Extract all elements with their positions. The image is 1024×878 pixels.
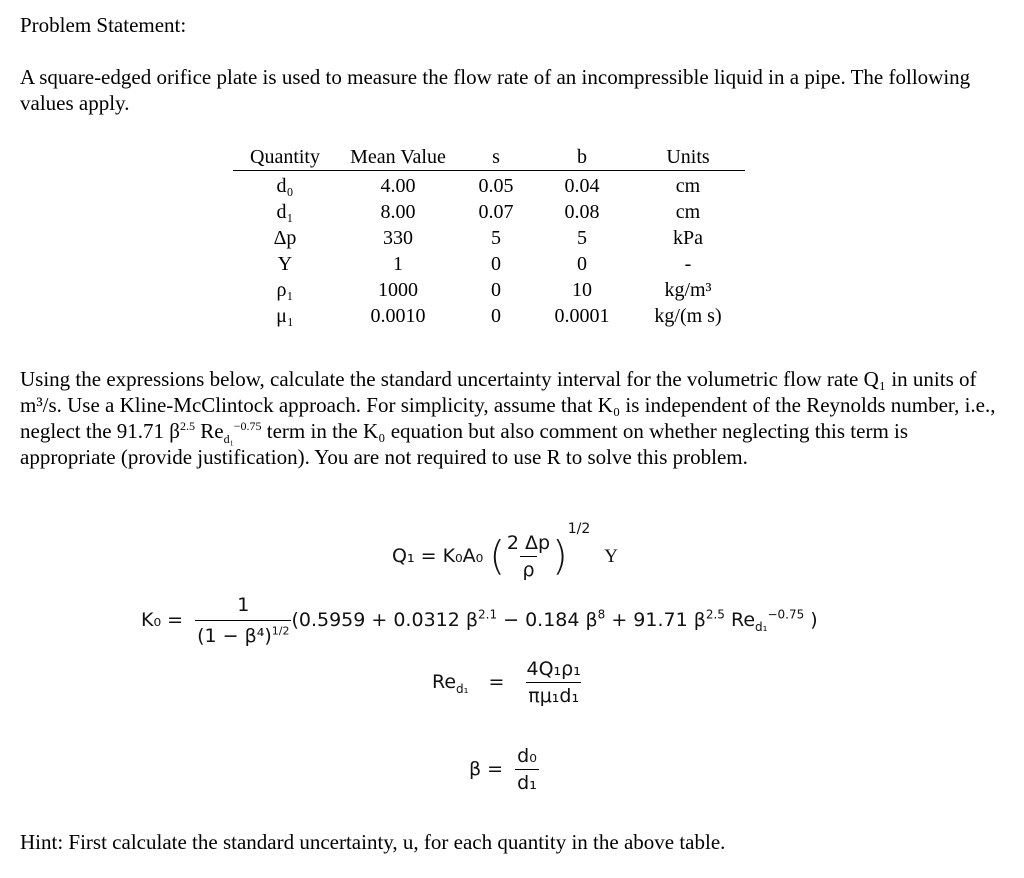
table-row	[233, 277, 745, 303]
re-denominator: πμ₁d₁	[526, 682, 581, 707]
header-b: b	[533, 145, 631, 171]
k0-numerator: 1	[237, 594, 250, 616]
cell-mean: 330	[383, 226, 413, 249]
beta-numerator: d₀	[517, 745, 537, 767]
k0-denominator: (1 − β⁴)	[197, 625, 272, 647]
cell-b: 0	[577, 252, 587, 275]
cell-b: 0.08	[564, 200, 600, 223]
k0-exponent-2: 8	[597, 607, 606, 622]
cell-mean: 0.0010	[370, 304, 426, 327]
k0-lhs: K₀ =	[141, 609, 184, 631]
cell-units: kPa	[673, 226, 703, 249]
instructions-part1: Using the expressions below, calculate the standard uncertainty interval for the volumetric flow rate Q₁ in units of m³/s. Use a Kline-McClintock approach. For simplicity, assume that K₀ is independent of the Reynolds number, i.e., neglect the 91.71 β	[20, 367, 996, 443]
instructions-part2: term in the K₀ equation but also comment on whether neglecting this term is appropriate (provide justification). You are not required to use R to solve this problem.	[20, 419, 909, 469]
header-mean-value: Mean Value	[337, 145, 459, 171]
cell-s: 5	[491, 226, 501, 249]
re-equals: =	[488, 671, 505, 693]
values-table	[233, 145, 745, 329]
instructions-re: Re	[194, 419, 224, 443]
table-row	[233, 225, 745, 251]
k0-re-subscript: d₁	[755, 619, 768, 634]
instructions-beta-exponent: 2.5	[179, 419, 195, 433]
table-row	[233, 199, 745, 225]
k0-middle-2: + 91.71 β	[605, 609, 706, 631]
instructions-re-exponent: −0.75	[233, 419, 262, 433]
cell-s: 0	[491, 304, 501, 327]
cell-units: -	[684, 252, 692, 275]
cell-s: 0	[491, 252, 501, 275]
cell-quantity: ρ₁	[276, 278, 294, 301]
cell-s: 0.05	[478, 174, 514, 197]
cell-mean: 1	[393, 252, 403, 275]
k0-middle: − 0.184 β	[497, 609, 598, 631]
table-row	[233, 303, 745, 329]
header-quantity: Quantity	[233, 145, 337, 171]
re-equation	[432, 658, 583, 707]
cell-units: cm	[675, 200, 701, 223]
k0-equation	[141, 594, 818, 647]
hint-text: Hint: First calculate the standard uncertainty, u, for each quantity in the above table.	[20, 830, 726, 854]
k0-body: (0.5959 + 0.0312 β	[291, 609, 478, 631]
q1-numerator: 2 Δp	[506, 532, 551, 554]
header-units: Units	[631, 145, 745, 171]
table-header-row	[233, 145, 745, 171]
q1-denominator: ρ	[520, 556, 536, 581]
cell-b: 10	[572, 278, 592, 301]
re-lhs-subscript: d₁	[456, 681, 469, 696]
instructions-re-subscript: d₁	[223, 432, 234, 447]
q1-exponent: 1/2	[567, 520, 591, 537]
header-s: s	[459, 145, 533, 171]
cell-units: kg/m³	[664, 278, 712, 301]
re-lhs: Re	[432, 671, 457, 693]
cell-b: 0.04	[564, 174, 600, 197]
cell-quantity: d₁	[276, 200, 294, 223]
cell-s: 0.07	[478, 200, 514, 223]
beta-denominator: d₁	[515, 769, 539, 794]
re-numerator: 4Q₁ρ₁	[526, 658, 581, 680]
cell-b: 5	[577, 226, 587, 249]
q1-lhs: Q₁ = K₀A₀	[392, 545, 484, 567]
table-row	[233, 171, 745, 200]
cell-quantity: d₀	[276, 174, 294, 197]
k0-denominator-exponent: 1/2	[271, 624, 290, 638]
k0-exponent-1: 2.1	[478, 607, 498, 622]
page-heading: Problem Statement:	[20, 13, 187, 37]
q1-equation: Q₁ = K₀A₀ ( $\frac{2 \Delta p}{\rho}$ )$^{1/2}$ Y	[392, 520, 619, 581]
cell-quantity: Δp	[273, 226, 297, 249]
k0-exponent-3: 2.5	[705, 607, 725, 622]
beta-lhs: β =	[469, 758, 504, 780]
cell-mean: 4.00	[380, 174, 416, 197]
k0-re-exponent: −0.75	[767, 607, 805, 622]
instructions-paragraph	[20, 366, 1005, 470]
k0-close: )	[804, 609, 818, 631]
cell-b: 0.0001	[554, 304, 610, 327]
cell-s: 0	[491, 278, 501, 301]
cell-quantity: μ₁	[276, 304, 294, 327]
cell-units: kg/(m s)	[654, 304, 722, 327]
cell-quantity: Y	[277, 252, 293, 275]
intro-paragraph: A square-edged orifice plate is used to measure the flow rate of an incompressible liquid in a pipe. The following values apply.	[20, 65, 971, 115]
table-row	[233, 251, 745, 277]
beta-equation	[469, 745, 539, 794]
cell-mean: 1000	[378, 278, 418, 301]
q1-y: Y	[604, 546, 619, 567]
k0-re: Re	[724, 609, 756, 631]
cell-mean: 8.00	[380, 200, 416, 223]
cell-units: cm	[675, 174, 701, 197]
